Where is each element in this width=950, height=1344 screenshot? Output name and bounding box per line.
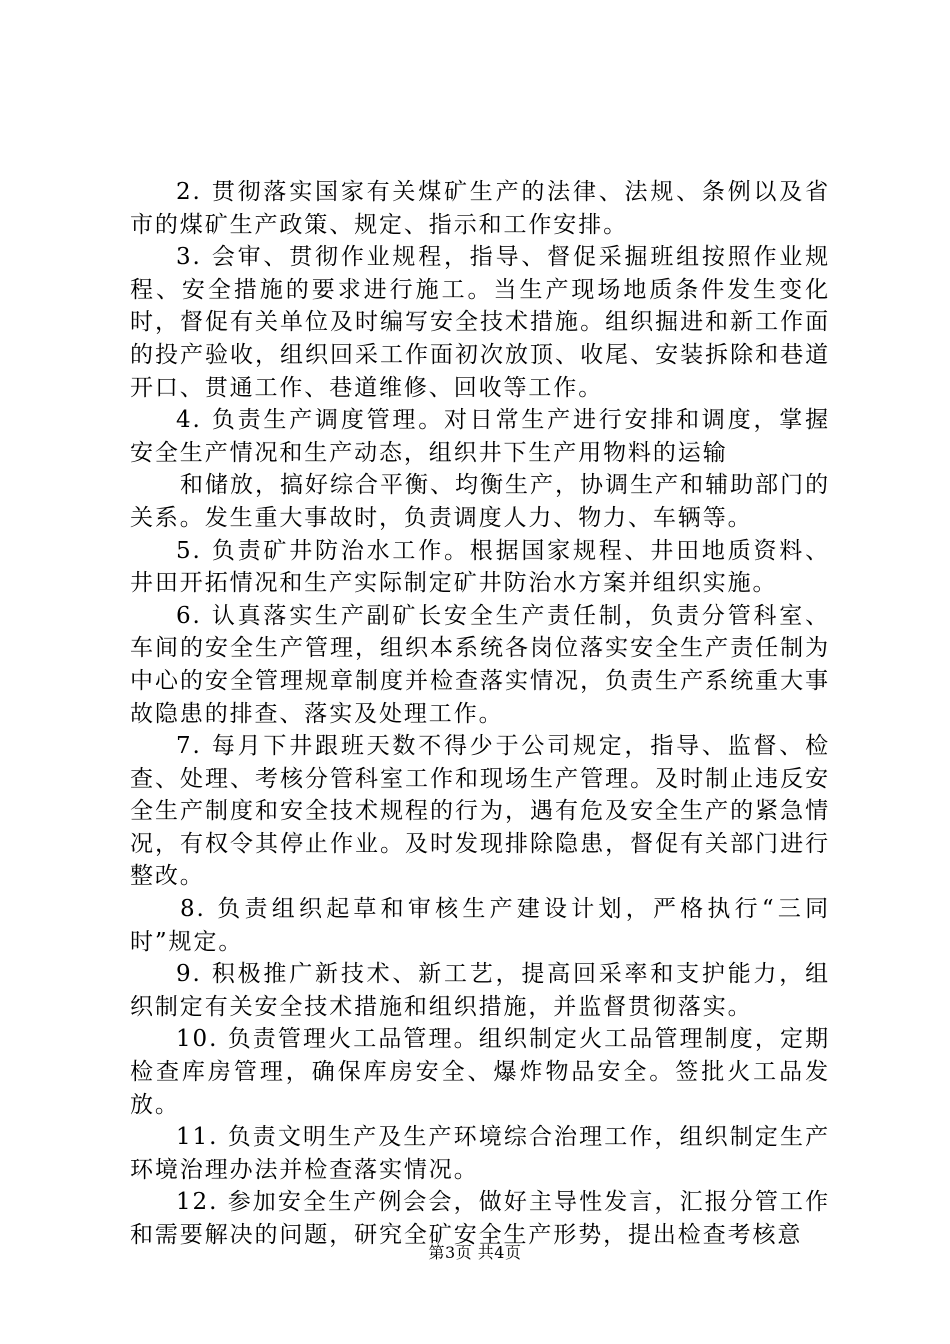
paragraph-item-6: 6. 认真落实生产副矿长安全生产责任制，负责分管科室、车间的安全生产管理，组织本系统各岗位落实安全生产责任制为中心的安全管理规章制度并检查落实情况，负责生产系统重大事故隐患的排查、落实及处理工作。 <box>130 602 830 727</box>
paragraph-item-9: 9. 积极推广新技术、新工艺，提高回采率和支护能力，组织制定有关安全技术措施和组织措施，并监督贯彻落实。 <box>130 961 830 1020</box>
paragraph-item-7: 7. 每月下井跟班天数不得少于公司规定，指导、监督、检查、处理、考核分管科室工作和现场生产管理。及时制止违反安全生产制度和安全技术规程的行为，遇有危及安全生产的紧急情况，有权令其停止作业。及时发现排除隐患，督促有关部门进行整改。 <box>130 733 830 890</box>
paragraph-item-3: 3. 会审、贯彻作业规程，指导、督促采掘班组按照作业规程、安全措施的要求进行施工。当生产现场地质条件发生变化时，督促有关单位及时编写安全技术措施。组织掘进和新工作面的投产验收，组织回采工作面初次放顶、收尾、安装拆除和巷道开口、贯通工作、巷道维修、回收等工作。 <box>130 244 830 401</box>
paragraph-item-8: 8. 负责组织起草和审核生产建设计划，严格执行“三同时”规定。 <box>130 896 830 955</box>
paragraph-item-4-continued: 和储放，搞好综合平衡、均衡生产，协调生产和辅助部门的关系。发生重大事故时，负责调度人力、物力、车辆等。 <box>130 472 830 531</box>
paragraph-item-4: 4. 负责生产调度管理。对日常生产进行安排和调度，掌握安全生产情况和生产动态，组织井下生产用物料的运输 <box>130 407 830 466</box>
paragraph-item-10: 10. 负责管理火工品管理。组织制定火工品管理制度，定期检查库房管理，确保库房安全、爆炸物品安全。签批火工品发放。 <box>130 1026 830 1118</box>
paragraph-item-12: 12. 参加安全生产例会会，做好主导性发言，汇报分管工作和需要解决的问题，研究全矿安全生产形势，提出检查考核意 <box>130 1189 830 1248</box>
paragraph-item-2: 2. 贯彻落实国家有关煤矿生产的法律、法规、条例以及省市的煤矿生产政策、规定、指示和工作安排。 <box>130 179 830 238</box>
paragraph-item-11: 11. 负责文明生产及生产环境综合治理工作，组织制定生产环境治理办法并检查落实情况。 <box>130 1124 830 1183</box>
page-footer: 第3页 共4页 <box>428 1243 522 1262</box>
paragraph-item-5: 5. 负责矿井防治水工作。根据国家规程、井田地质资料、井田开拓情况和生产实际制定矿井防治水方案并组织实施。 <box>130 537 830 597</box>
document-body <box>130 176 830 1252</box>
